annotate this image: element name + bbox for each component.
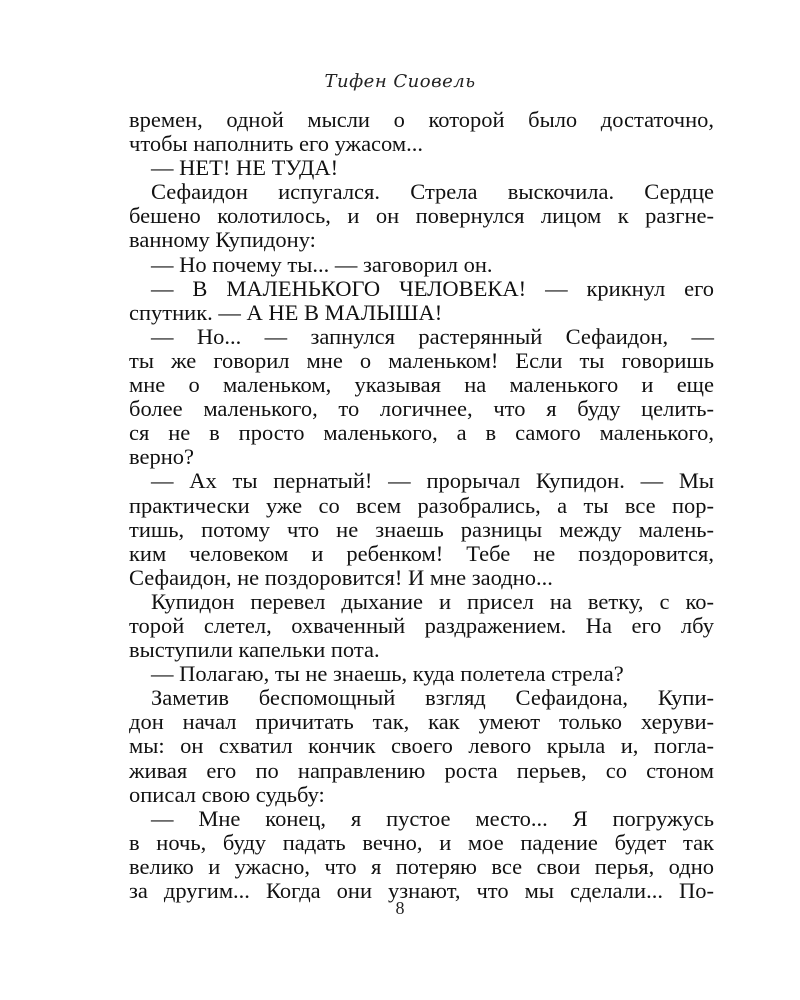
text-line: ты же говорил мне о маленьком! Если ты говоришь [129, 347, 714, 373]
page-number: 8 [395, 898, 405, 918]
running-head: Тифен Сиовель [324, 71, 476, 92]
body-text [129, 108, 714, 903]
text-line: — НЕТ! НЕ ТУДА! [151, 155, 339, 181]
text-line: Сефаидон испугался. Стрела выскочила. Сердце [151, 179, 714, 205]
text-line: за другим... Когда они узнают, что мы сделали... По- [129, 878, 714, 903]
text-line: ся не в просто маленького, а в самого маленького, [129, 420, 714, 446]
text-line: спутник. — А НЕ В МАЛЫША! [129, 299, 443, 325]
text-line: описал свою судьбу: [129, 781, 325, 807]
text-line: мы: он схватил кончик своего левого крыла и, погла- [129, 733, 714, 759]
text-line: Купидон перевел дыхание и присел на ветку, с ко- [151, 588, 714, 614]
text-line: ким человеком и ребенком! Тебе не поздоровится, [129, 540, 714, 566]
text-line: более маленького, то логичнее, что я буду целить- [129, 396, 714, 422]
text-line: чтобы наполнить его ужасом... [129, 131, 423, 157]
text-line: в ночь, буду падать вечно, и мое падение будет так [129, 829, 714, 855]
text-line: Заметив беспомощный взгляд Сефаидона, Купи- [151, 685, 714, 711]
text-line: — Но... — запнулся растерянный Сефаидон, — [151, 323, 714, 349]
text-line: — В МАЛЕНЬКОГО ЧЕЛОВЕКА! — крикнул его [151, 275, 714, 301]
text-line: выступили капельки пота. [129, 637, 380, 663]
text-line: ванному Купидону: [129, 227, 316, 253]
text-line: практически уже со всем разобрались, а ты все пор- [129, 492, 714, 518]
text-line: дон начал причитать так, как умеют только херуви- [129, 709, 714, 735]
text-line: времен, одной мысли о которой было достаточно, [129, 107, 714, 132]
text-line: тишь, потому что не знаешь разницы между малень- [129, 516, 714, 542]
text-line: — Ах ты пернатый! — прорычал Купидон. — Мы [151, 468, 714, 494]
text-line: бешено колотилось, и он повернулся лицом к разгне- [129, 203, 714, 229]
text-line: живая его по направлению роста перьев, со стоном [129, 757, 714, 783]
text-line: торой слетел, охваченный раздражением. На его лбу [129, 612, 714, 638]
text-line: — Полагаю, ты не знаешь, куда полетела стрела? [151, 661, 624, 687]
text-line: верно? [129, 444, 195, 470]
text-line: — Но почему ты... — заговорил он. [151, 251, 493, 277]
text-line: мне о маленьком, указывая на маленького и еще [129, 372, 714, 398]
text-line: — Мне конец, я пустое место... Я погружусь [151, 805, 714, 831]
text-line: Сефаидон, не поздоровится! И мне заодно... [129, 564, 553, 590]
text-line: велико и ужасно, что я потеряю все свои перья, одно [129, 853, 714, 879]
